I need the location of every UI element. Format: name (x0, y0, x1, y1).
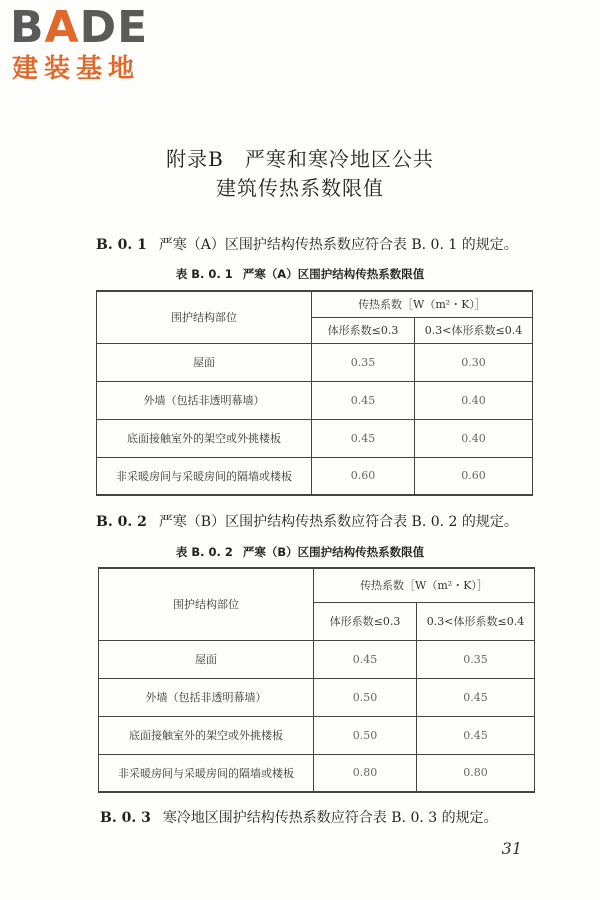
table-caption-b01 (0, 266, 600, 282)
table-row (97, 457, 533, 495)
row-value-1: 0.35 (312, 343, 415, 381)
row-part: 非采暖房间与采暖房间的隔墙或楼板 (99, 754, 314, 792)
row-part: 底面接触室外的架空或外挑楼板 (99, 716, 314, 754)
table-b01 (96, 290, 533, 496)
clause-text: 寒冷地区围护结构传热系数应符合表 B. 0. 3 的规定。 (162, 810, 498, 826)
row-value-2: 0.40 (415, 381, 533, 419)
page-number: 31 (501, 839, 522, 858)
table-row (99, 678, 535, 716)
table-row (99, 716, 535, 754)
header-part: 围护结构部位 (99, 568, 314, 640)
caption-title: 严寒（A）区围护结构传热系数限值 (242, 267, 425, 281)
header-col1: 体形系数≤0.3 (314, 602, 417, 640)
row-value-1: 0.45 (312, 381, 415, 419)
clause-text: 严寒（A）区围护结构传热系数应符合表 B. 0. 1 的规定。 (158, 237, 518, 253)
row-value-2: 0.40 (415, 419, 533, 457)
row-value-1: 0.45 (314, 640, 417, 678)
caption-number: 表 B. 0. 2 (175, 545, 233, 559)
table-row (97, 381, 533, 419)
row-value-2: 0.60 (415, 457, 533, 495)
row-value-2: 0.45 (417, 716, 535, 754)
table-row (99, 640, 535, 678)
caption-title: 严寒（B）区围护结构传热系数限值 (242, 545, 425, 559)
row-part: 屋面 (97, 343, 312, 381)
table-row (97, 419, 533, 457)
clause-number: B. 0. 1 (96, 237, 147, 253)
row-part: 屋面 (99, 640, 314, 678)
row-part: 外墙（包括非透明幕墙） (97, 381, 312, 419)
row-value-2: 0.45 (417, 678, 535, 716)
header-coefficient: 传热系数［W（m²・K）］ (312, 291, 533, 317)
row-value-2: 0.35 (417, 640, 535, 678)
caption-number: 表 B. 0. 1 (175, 267, 233, 281)
appendix-title-line1: 附录B 严寒和寒冷地区公共 (166, 147, 434, 171)
clause-b02 (96, 511, 518, 531)
clause-number: B. 0. 2 (96, 514, 147, 530)
row-value-1: 0.60 (312, 457, 415, 495)
logo-wordmark: BADE (10, 2, 149, 53)
row-part: 底面接触室外的架空或外挑楼板 (97, 419, 312, 457)
table-row (97, 343, 533, 381)
table-b02 (98, 567, 535, 793)
header-part: 围护结构部位 (97, 291, 312, 343)
clause-b01 (96, 234, 518, 254)
clause-b03 (100, 807, 498, 827)
clause-text: 严寒（B）区围护结构传热系数应符合表 B. 0. 2 的规定。 (158, 514, 518, 530)
bade-logo (10, 4, 148, 86)
clause-number: B. 0. 3 (100, 810, 151, 826)
row-value-1: 0.45 (312, 419, 415, 457)
header-col1: 体形系数≤0.3 (312, 317, 415, 343)
row-value-1: 0.50 (314, 678, 417, 716)
table-row (99, 754, 535, 792)
row-value-1: 0.80 (314, 754, 417, 792)
row-value-2: 0.80 (417, 754, 535, 792)
row-value-2: 0.30 (415, 343, 533, 381)
logo-subtitle: 建装基地 (12, 54, 141, 84)
header-coefficient: 传热系数［W（m²・K）］ (314, 568, 535, 602)
header-col2: 0.3<体形系数≤0.4 (415, 317, 533, 343)
row-part: 外墙（包括非透明幕墙） (99, 678, 314, 716)
appendix-title-line2: 建筑传热系数限值 (216, 176, 384, 200)
header-col2: 0.3<体形系数≤0.4 (417, 602, 535, 640)
row-part: 非采暖房间与采暖房间的隔墙或楼板 (97, 457, 312, 495)
table-caption-b02 (0, 544, 600, 560)
row-value-1: 0.50 (314, 716, 417, 754)
